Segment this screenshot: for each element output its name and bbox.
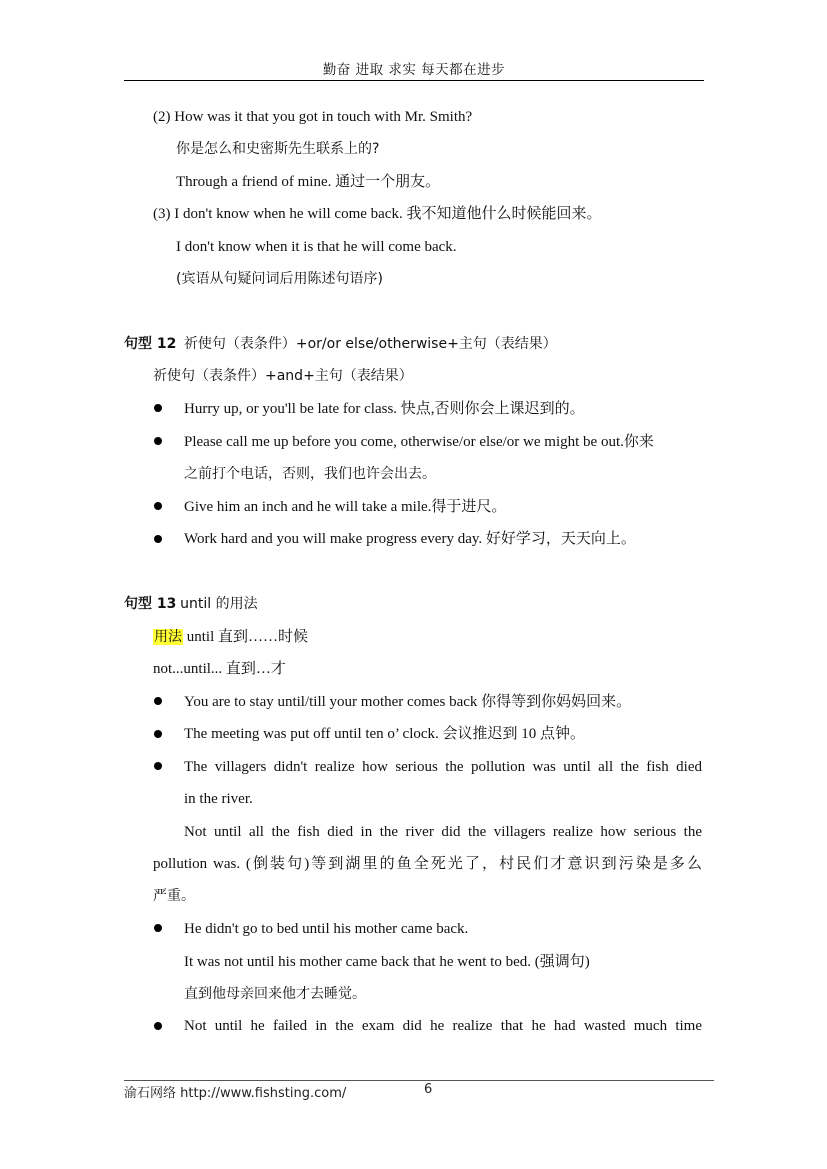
header-divider (124, 80, 704, 81)
example-3-sentence: (3) I don't know when he will come back. 我不知道他什么时候能回来。 (153, 206, 602, 222)
pattern-12-subtitle: 祈使句（表条件）+and+主句（表结果） (153, 368, 413, 384)
pattern-12-example-1: Hurry up, or you'll be late for class. 快点,否则你会上课迟到的。 (184, 401, 585, 417)
page-header: 勤奋 进取 求实 每天都在进步 (322, 62, 506, 78)
pattern-13-example-4-translation: 直到他母亲回来他才去睡觉。 (184, 986, 366, 1002)
footer-divider (124, 1080, 714, 1081)
pattern-13-title: until 的用法 (180, 596, 258, 612)
pattern-12-heading (124, 334, 557, 354)
pattern-13-example-5: Not until he failed in the exam did he realize that he had wasted much time (184, 1018, 702, 1034)
pattern-12-title: 祈使句（表条件）+or/or else/otherwise+主句（表结果） (183, 336, 557, 352)
usage-line-2: not...until... 直到…才 (153, 661, 286, 677)
usage-text: until 直到……时候 (183, 629, 309, 645)
pattern-12-example-4: Work hard and you will make progress every day. 好好学习，天天向上。 (184, 531, 636, 547)
pattern-13-example-3: The villagers didn't realize how serious the pollution was until all the fish died (184, 759, 702, 775)
example-2-translation: 你是怎么和史密斯先生联系上的? (176, 141, 380, 157)
bullet-point (154, 437, 162, 445)
footer-site: 渝石网络 http://www.fishsting.com/ (124, 1086, 347, 1101)
example-3-note: (宾语从句疑问词后用陈述句语序) (176, 271, 383, 287)
pattern-12-example-2: Please call me up before you come, otherwise/or else/or we might be out.你来 (184, 434, 654, 450)
pattern-13-example-4: He didn't go to bed until his mother came back. (184, 921, 469, 937)
inversion-paragraph-line-1: Not until all the fish died in the river did the villagers realize how serious the (184, 824, 702, 840)
bullet-point (154, 502, 162, 510)
pattern-13-example-2: The meeting was put off until ten o’ clock. 会议推迟到 10 点钟。 (184, 726, 586, 742)
pattern-13-example-4-emphasis: It was not until his mother came back that he went to bed. (强调句) (184, 954, 590, 970)
pattern-13-label: 句型 13 (124, 596, 177, 612)
pattern-12-example-3: Give him an inch and he will take a mile.得于进尺。 (184, 499, 507, 515)
pattern-12-label: 句型 12 (124, 336, 177, 352)
example-2-question: (2) How was it that you got in touch with Mr. Smith? (153, 109, 473, 125)
usage-highlight-tag: 用法 (154, 629, 182, 645)
example-3-alternative: I don't know when it is that he will come back. (176, 239, 457, 255)
bullet-point (154, 404, 162, 412)
page-number: 6 (424, 1082, 433, 1097)
pattern-12-example-2-cont: 之前打个电话，否则，我们也许会出去。 (184, 466, 436, 482)
bullet-point (154, 730, 162, 738)
bullet-point (154, 924, 162, 932)
pattern-13-heading (124, 594, 258, 614)
pattern-13-example-3-cont: in the river. (184, 791, 253, 807)
pattern-13-example-1: You are to stay until/till your mother comes back 你得等到你妈妈回来。 (184, 694, 632, 710)
example-2-answer: Through a friend of mine. 通过一个朋友。 (176, 174, 441, 190)
bullet-point (154, 697, 162, 705)
inversion-paragraph-line-2: pollution was. (倒装句)等到湖里的鱼全死光了，村民们才意识到污染是多么 (153, 856, 702, 872)
bullet-point (154, 535, 162, 543)
usage-line (153, 627, 308, 647)
bullet-point (154, 1022, 162, 1030)
bullet-point (154, 762, 162, 770)
inversion-paragraph-line-3: 严重。 (153, 888, 195, 904)
